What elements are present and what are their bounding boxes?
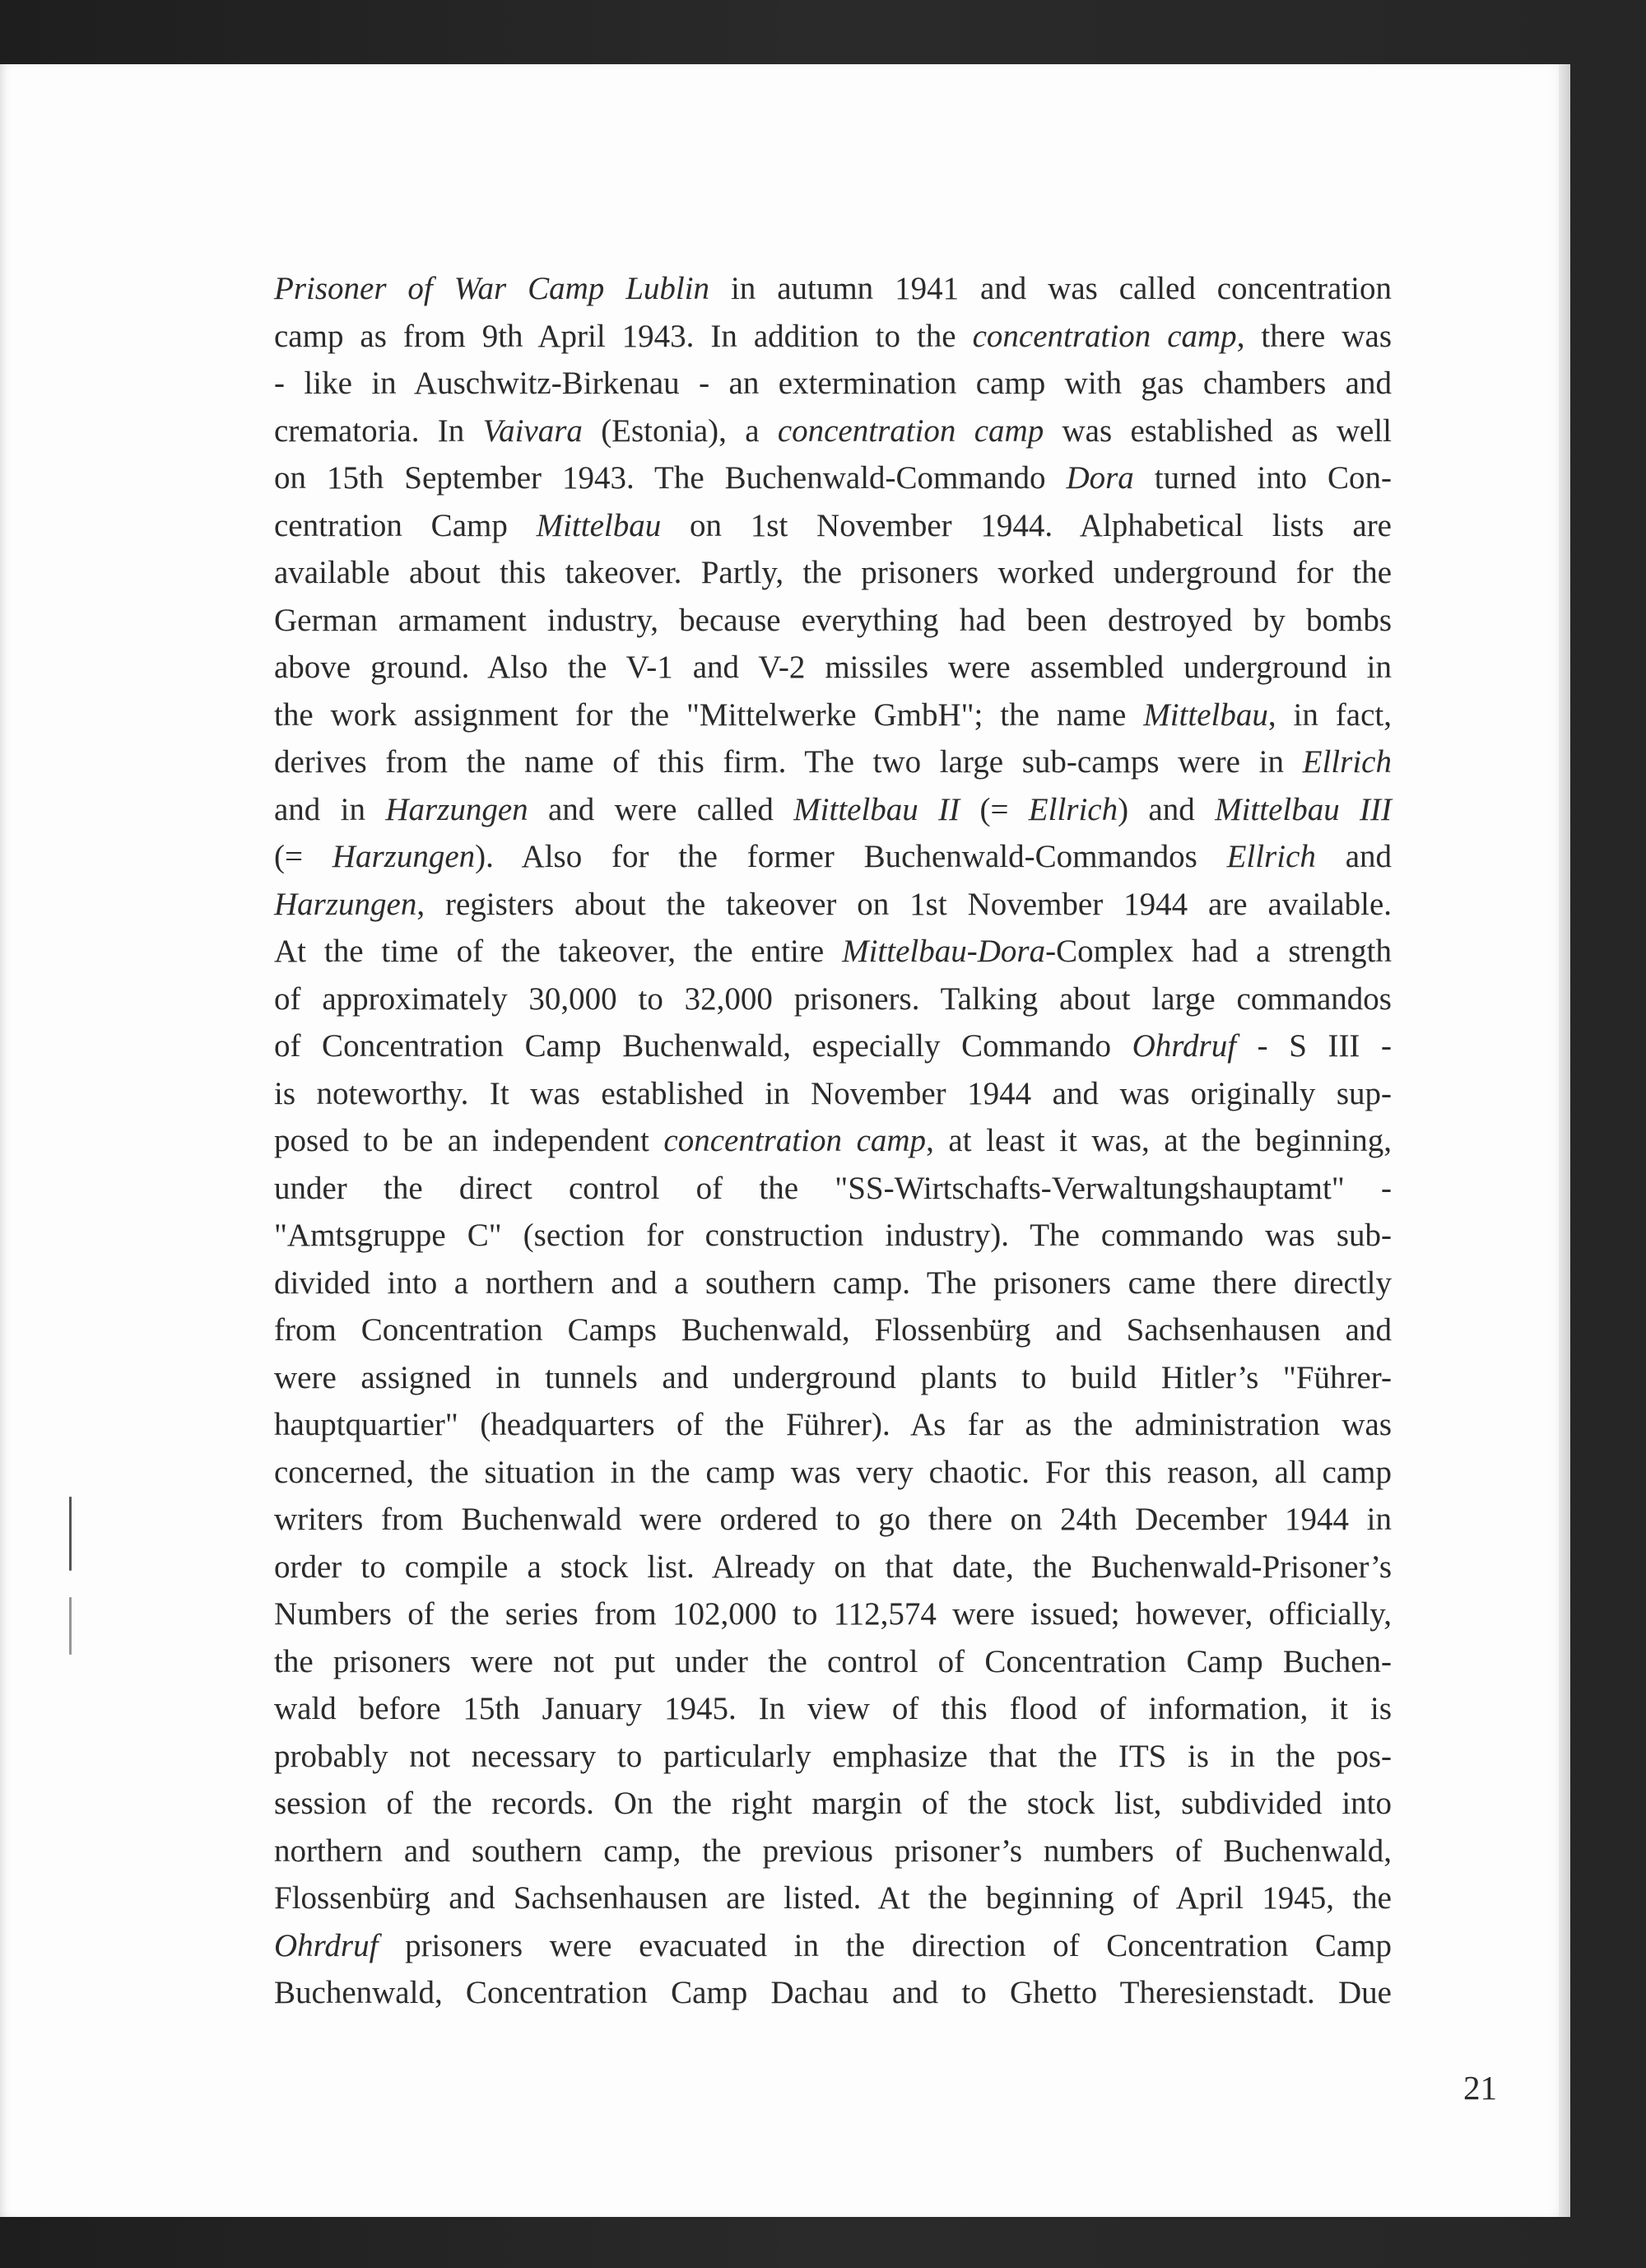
italic-term: Ellrich [1302,744,1392,780]
text-line: available about this takeover. Partly, the prisoners worked underground for the [274,555,1392,590]
text-line: wald before 15th January 1945. In view of this flood of information, it is [274,1691,1392,1726]
text-line: probably not necessary to particularly emphasize that the ITS is in the pos- [274,1738,1392,1774]
italic-term: Mittelbau III [1215,791,1393,827]
text-line: (= Harzungen). Also for the former Buchenwald-Commandos Ellrich and [274,839,1393,874]
italic-term: Dora [1066,460,1134,496]
text-line: and in Harzungen and were called Mittelbau II (= Ellrich) and Mittelbau III [274,791,1393,827]
italic-term: concentration camp [777,412,1044,449]
text-line: crematoria. In Vaivara (Estonia), a concentration camp was established as well [274,412,1392,449]
italic-term: Vaivara [482,412,583,449]
text-line: the prisoners were not put under the control of Concentration Camp Buchen- [274,1643,1392,1679]
text-line: of Concentration Camp Buchenwald, especially Commando Ohrdruf - S III - [274,1028,1392,1064]
text-line: hauptquartier" (headquarters of the Führer). As far as the administration was [274,1407,1392,1442]
text-line: "Amtsgruppe C" (section for construction industry). The commando was sub- [274,1218,1392,1253]
text-line: under the direct control of the "SS-Wirtschafts-Verwaltungshauptamt" - [274,1170,1392,1206]
gutter-mark [69,1497,72,1571]
gutter-mark [69,1597,72,1655]
text-line: Ohrdruf prisoners were evacuated in the direction of Concentration Camp [274,1927,1392,1963]
text-line: session of the records. On the right margin of the stock list, subdivided into [274,1786,1392,1821]
italic-term: Harzungen [332,839,476,874]
text-line: northern and southern camp, the previous prisoner’s numbers of Buchenwald, [274,1833,1392,1869]
italic-term: Ohrdruf [274,1927,379,1963]
page-number: 21 [1463,2069,1497,2107]
text-line: above ground. Also the V-1 and V-2 missiles were assembled underground in [274,650,1392,685]
italic-term: Mittelbau [842,934,967,969]
text-line: posed to be an independent concentration camp, at least it was, at the beginning, [274,1123,1393,1158]
text-line: the work assignment for the "Mittelwerke GmbH"; the name Mittelbau, in fact, [274,696,1392,733]
text-line: - like in Auschwitz-Birkenau - an extermination camp with gas chambers and [274,366,1392,401]
text-line: Flossenbürg and Sachsenhausen are listed. At the beginning of April 1945, the [274,1880,1392,1916]
text-line: Buchenwald, Concentration Camp Dachau and to Ghetto Theresienstadt. Due [274,1975,1392,2010]
text-line: is noteworthy. It was established in November 1944 and was originally sup- [274,1075,1392,1111]
text-line: At the time of the takeover, the entire Mittelbau-Dora-Complex had a strength [274,934,1392,969]
italic-term: Mittelbau II [793,791,960,827]
italic-term: Mittelbau [1143,696,1268,733]
text-line: from Concentration Camps Buchenwald, Flossenbürg and Sachsenhausen and [274,1312,1392,1348]
text-line: on 15th September 1943. The Buchenwald-Commando Dora turned into Con- [274,460,1392,496]
italic-term: Ohrdruf [1132,1028,1237,1064]
text-line: order to compile a stock list. Already on that date, the Buchenwald-Prisoner’s [274,1548,1392,1585]
text-line: German armament industry, because everything had been destroyed by bombs [274,602,1392,638]
italic-term: Ellrich [1226,839,1316,874]
italic-term: Mittelbau [536,507,662,543]
text-line: Harzungen, registers about the takeover on 1st November 1944 are available. [274,886,1392,922]
body-text [274,265,1392,2017]
text-line: camp as from 9th April 1943. In addition to the concentration camp, there was [274,318,1392,354]
text-line: Numbers of the series from 102,000 to 112,574 were issued; however, officially, [274,1596,1392,1632]
text-line: concerned, the situation in the camp was very chaotic. For this reason, all camp [274,1454,1392,1490]
text-line: centration Camp Mittelbau on 1st November 1944. Alphabetical lists are [274,507,1392,543]
italic-term: Harzungen [385,791,528,827]
italic-term: Harzungen [274,886,417,922]
text-line: Prisoner of War Camp Lublin in autumn 1941 and was called concentration [274,271,1392,306]
text-line: were assigned in tunnels and underground plants to build Hitler’s "Führer- [274,1359,1392,1395]
italic-term: Prisoner of War Camp Lublin [274,271,710,306]
italic-term: concentration camp [972,318,1237,354]
text-line: of approximately 30,000 to 32,000 prisoners. Talking about large commandos [274,980,1392,1017]
italic-term: concentration camp [663,1123,927,1158]
text-line: derives from the name of this firm. The two large sub-camps were in Ellrich [274,744,1392,780]
text-line: divided into a northern and a southern camp. The prisoners came there directly [274,1264,1392,1301]
italic-term: Dora [977,934,1046,969]
italic-term: Ellrich [1028,791,1118,827]
text-line: writers from Buchenwald were ordered to go there on 24th December 1944 in [274,1502,1392,1537]
page-edge [1559,64,1570,2217]
